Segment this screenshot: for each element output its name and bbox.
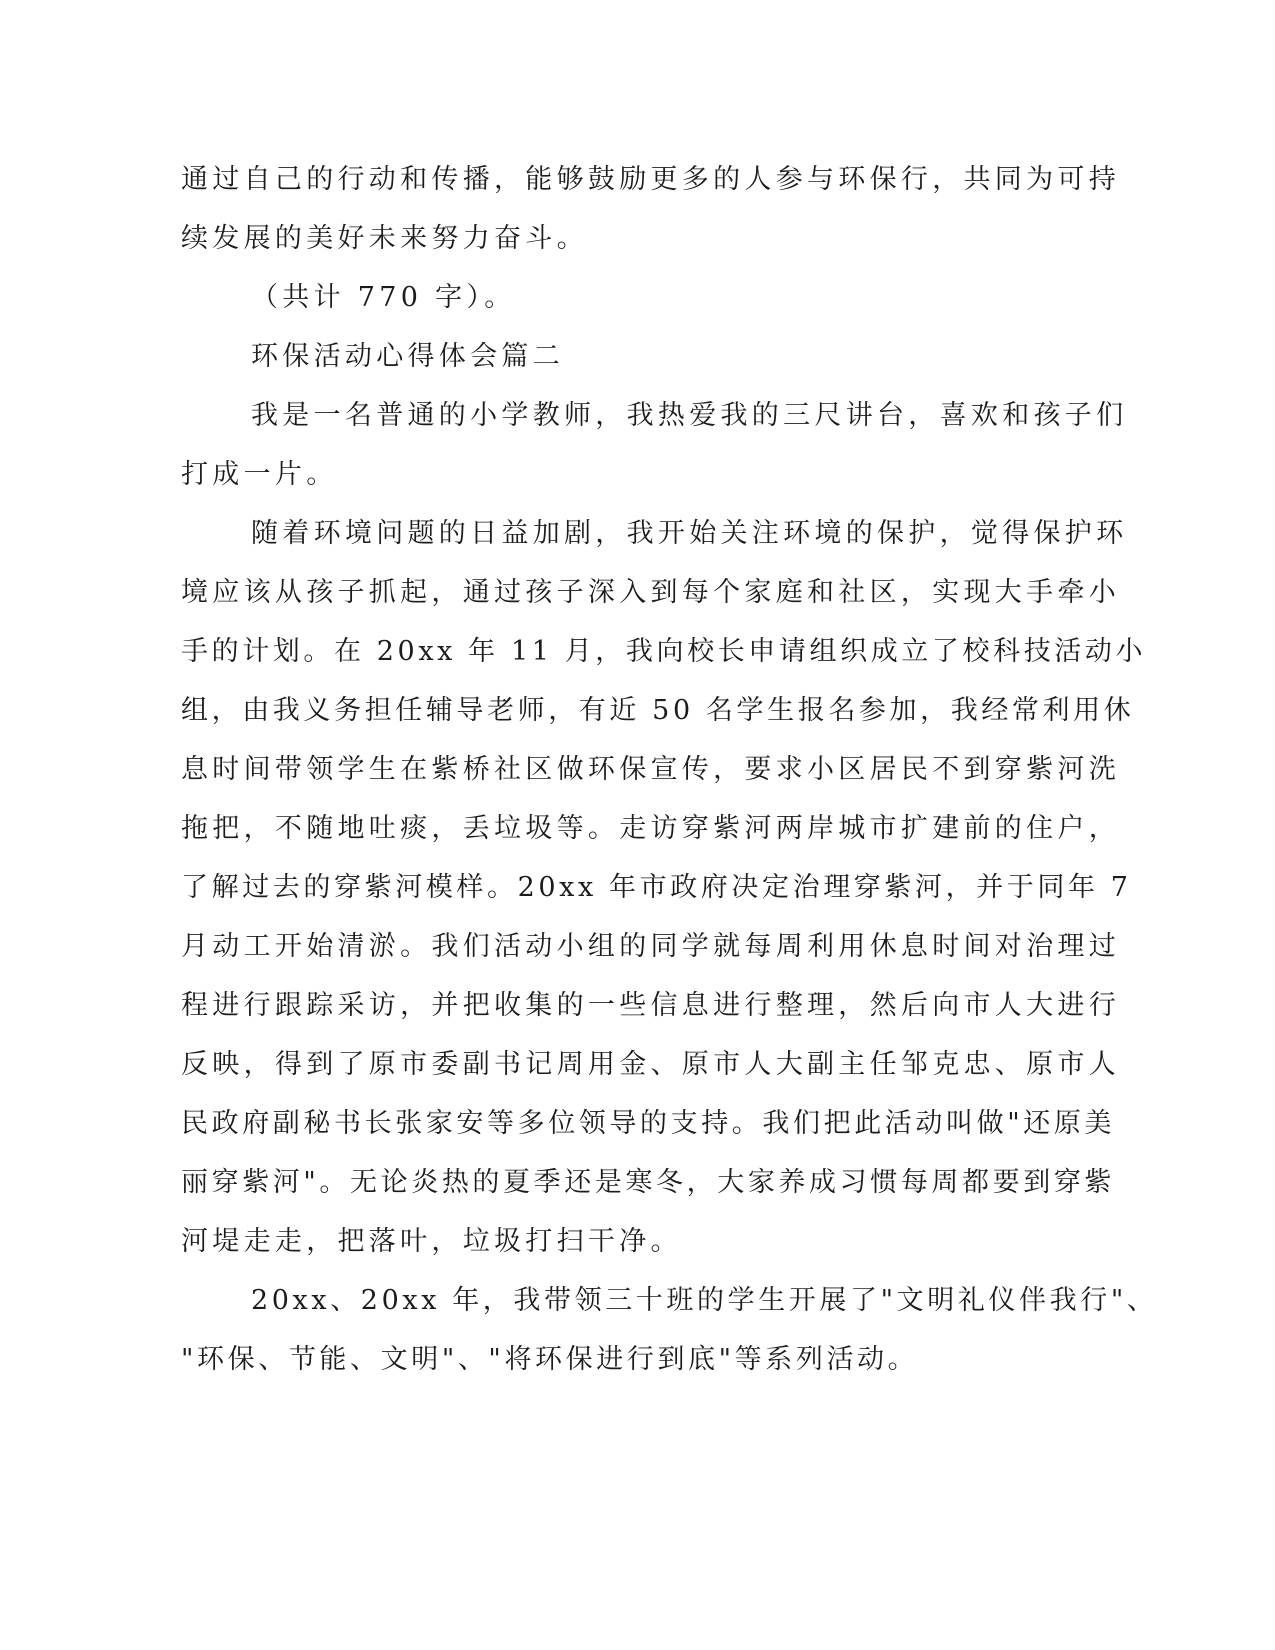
text-line: 拖把，不随地吐痰，丢垃圾等。走访穿紫河两岸城市扩建前的住户，	[181, 813, 1120, 844]
text-line: 打成一片。	[181, 459, 338, 490]
section-heading: 环保活动心得体会篇二	[251, 341, 564, 372]
text-line: 手的计划。在 20xx 年 11 月，我向校长申请组织成立了校科技活动小	[181, 636, 1147, 667]
text-line: 反映，得到了原市委副书记周用金、原市人大副主任邹克忠、原市人	[181, 1049, 1120, 1080]
text-line: 续发展的美好未来努力奋斗。	[181, 223, 588, 254]
text-line: "环保、节能、文明"、"将环保进行到底"等系列活动。	[181, 1344, 919, 1375]
text-line: 息时间带领学生在紫桥社区做环保宣传，要求小区居民不到穿紫河洗	[181, 754, 1120, 785]
text-line: 随着环境问题的日益加剧，我开始关注环境的保护，觉得保护环	[251, 518, 1128, 549]
text-line: 20xx、20xx 年，我带领三十班的学生开展了"文明礼仪伴我行"、	[251, 1285, 1158, 1316]
word-count-note: （共计 770 字）。	[251, 282, 516, 313]
text-line: 月动工开始清淤。我们活动小组的同学就每周利用休息时间对治理过	[181, 931, 1120, 962]
text-line: 民政府副秘书长张家安等多位领导的支持。我们把此活动叫做"还原美	[181, 1108, 1116, 1139]
text-line: 境应该从孩子抓起，通过孩子深入到每个家庭和社区，实现大手牵小	[181, 577, 1120, 608]
text-line: 我是一名普通的小学教师，我热爱我的三尺讲台，喜欢和孩子们	[251, 400, 1128, 431]
text-line: 了解过去的穿紫河模样。20xx 年市政府决定治理穿紫河，并于同年 7	[181, 872, 1132, 903]
text-line: 河堤走走，把落叶，垃圾打扫干净。	[181, 1226, 682, 1257]
text-line: 程进行跟踪采访，并把收集的一些信息进行整理，然后向市人大进行	[181, 990, 1120, 1021]
text-line: 丽穿紫河"。无论炎热的夏季还是寒冬，大家养成习惯每周都要到穿紫	[181, 1167, 1116, 1198]
text-line: 通过自己的行动和传播，能够鼓励更多的人参与环保行，共同为可持	[181, 164, 1120, 195]
text-line: 组，由我义务担任辅导老师，有近 50 名学生报名参加，我经常利用休	[181, 695, 1135, 726]
